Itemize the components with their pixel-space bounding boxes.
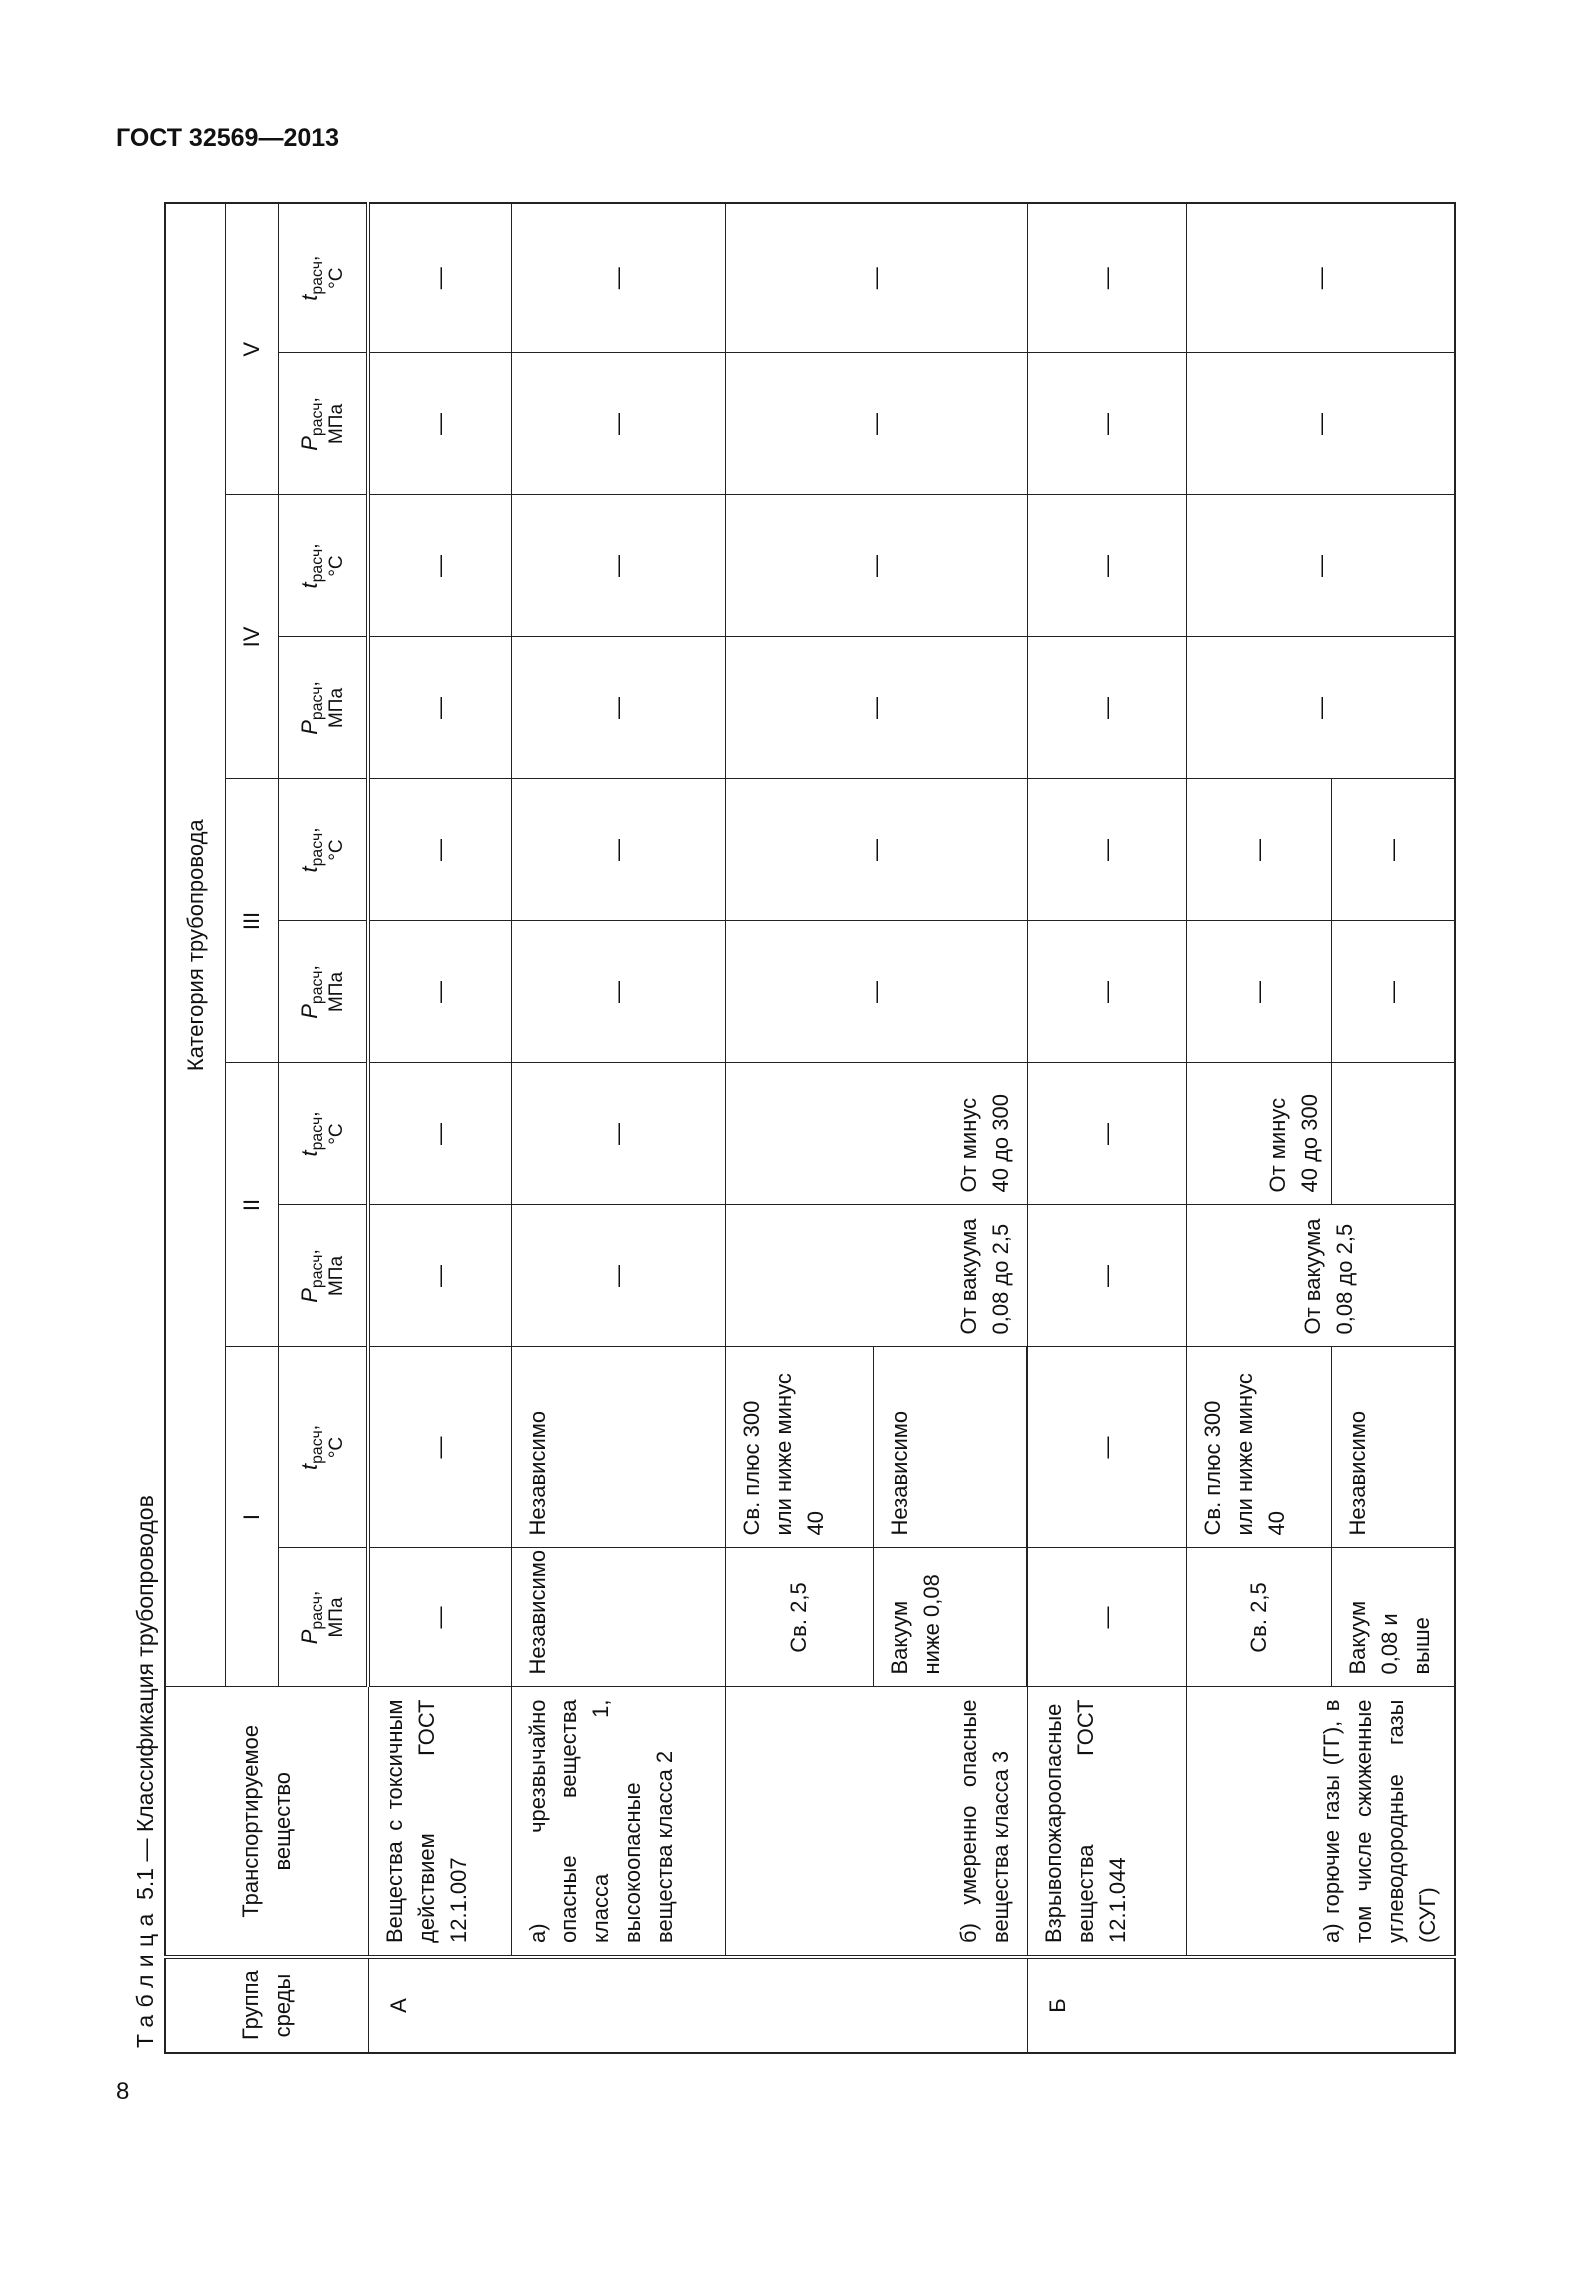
sub-header-t: $t_{расч}$, °С xyxy=(278,1347,368,1548)
sub-header-p: $P_{расч}$, МПа xyxy=(278,921,368,1063)
t-unit: °С xyxy=(325,1123,347,1145)
t-over-300: Св. плюс 300 или ниже минус 40 xyxy=(725,1347,873,1548)
sub-header-t: $t_{расч}$, °С xyxy=(278,495,368,637)
dash-cell: — xyxy=(1027,1205,1186,1347)
caption-number: 5.1 xyxy=(132,1867,158,1900)
header-category-cell xyxy=(165,203,225,1687)
dash-cell: — xyxy=(1027,495,1186,637)
p-index: расч xyxy=(309,1596,327,1630)
dash-cell: — xyxy=(1027,779,1186,921)
t-unit: °С xyxy=(325,267,347,289)
t-minus-40-300: От минус 40 до 300 xyxy=(725,1063,1027,1205)
sub-header-t: $t_{расч}$, °С xyxy=(278,203,368,353)
dash-cell: — xyxy=(725,779,1027,921)
p-symbol: P xyxy=(297,720,323,735)
t-minus-40-300: От минус 40 до 300 xyxy=(1187,1063,1332,1205)
p-independent: Независимо xyxy=(511,1548,725,1687)
header-category: Категория трубопровода xyxy=(182,819,208,1072)
dash-cell: — xyxy=(368,779,511,921)
caption-label: Таблица xyxy=(132,1906,158,2048)
dash-cell: — xyxy=(511,921,725,1063)
dash-cell: — xyxy=(725,203,1027,353)
p-index: расч xyxy=(309,970,327,1005)
t-index: расч xyxy=(309,832,327,867)
category-ii: II xyxy=(225,1063,278,1347)
t-symbol: t xyxy=(297,1463,323,1470)
dash-cell: — xyxy=(368,1548,511,1687)
t-symbol: t xyxy=(297,866,323,873)
p-over-2-5: Св. 2,5 xyxy=(1187,1548,1332,1687)
substance-toxic: Вещества с токсичным действием ГОСТ 12.1.007 xyxy=(368,1687,511,1957)
dash-cell: — xyxy=(725,353,1027,495)
dash-cell: — xyxy=(725,637,1027,779)
dash-cell: — xyxy=(1187,637,1455,779)
t-unit: °С xyxy=(325,555,347,577)
dash-cell: — xyxy=(1332,921,1455,1063)
category-iii: III xyxy=(225,779,278,1063)
sub-header-p: $P_{расч}$, МПа xyxy=(278,1205,368,1347)
dash-cell: — xyxy=(1332,779,1455,921)
p-unit: МПа xyxy=(325,687,347,729)
classification-table xyxy=(164,204,1456,2054)
caption-title: — Классификация трубопроводов xyxy=(132,1495,158,1862)
t-index: расч xyxy=(309,548,327,583)
dash-cell: — xyxy=(368,921,511,1063)
p-symbol: P xyxy=(297,1004,323,1019)
dash-cell: — xyxy=(511,779,725,921)
sub-header-t: $t_{расч}$, °С xyxy=(278,779,368,921)
dash-cell: — xyxy=(1187,353,1455,495)
p-vacuum-above: Вакуум 0,08 и выше xyxy=(1332,1548,1455,1687)
p-index: расч xyxy=(309,686,327,721)
table-caption xyxy=(132,1495,159,2048)
page-number: 8 xyxy=(116,2078,130,2105)
group-b: Б xyxy=(1027,1957,1455,2053)
t-independent: Независимо xyxy=(1332,1347,1455,1548)
dash-cell: — xyxy=(1027,1347,1186,1548)
sub-header-p: $P_{расч}$, МПа xyxy=(278,1548,368,1687)
dash-cell: — xyxy=(1027,353,1186,495)
header-group: Группа среды xyxy=(237,1970,295,2040)
dash-cell: — xyxy=(1027,203,1186,353)
category-v: V xyxy=(225,203,278,495)
t-symbol: t xyxy=(297,294,323,301)
p-index: расч xyxy=(309,1254,327,1289)
t-unit: °С xyxy=(325,839,347,861)
t-independent: Независимо xyxy=(874,1347,1028,1548)
dash-cell: — xyxy=(1027,1548,1186,1687)
p-symbol: P xyxy=(297,1288,323,1303)
dash-cell: — xyxy=(1187,203,1455,353)
substance-explosive: Взрывопожароопасные вещества ГОСТ 12.1.044 xyxy=(1027,1687,1186,1957)
dash-cell: — xyxy=(368,1205,511,1347)
header-substance-cell xyxy=(165,1687,368,1957)
p-symbol: P xyxy=(297,1629,323,1645)
dash-cell: — xyxy=(1027,921,1186,1063)
p-vacuum-range: От вакуума 0,08 до 2,5 xyxy=(725,1205,1027,1347)
category-i: I xyxy=(225,1347,278,1687)
dash-cell: — xyxy=(368,1347,511,1548)
t-index: расч xyxy=(309,1430,327,1464)
group-a: А xyxy=(368,1957,1027,2053)
t-index: расч xyxy=(309,261,327,295)
dash-cell: — xyxy=(725,921,1027,1063)
dash-cell: — xyxy=(1187,495,1455,637)
t-symbol: t xyxy=(297,1150,323,1157)
dash-cell: — xyxy=(511,637,725,779)
t-independent: Независимо xyxy=(511,1347,725,1548)
p-unit: МПа xyxy=(325,1597,347,1638)
substance-class-3: б) умеренно опасные вещества класса 3 xyxy=(725,1687,1027,1957)
t-over-300: Св. плюс 300 или ниже минус 40 xyxy=(1187,1347,1332,1548)
sub-header-p: $P_{расч}$, МПа xyxy=(278,637,368,779)
p-symbol: P xyxy=(297,436,323,451)
dash-cell: — xyxy=(1187,921,1332,1063)
dash-cell: — xyxy=(368,1063,511,1205)
substance-flammable-gas: а) горючие газы (ГГ), в том числе сжиженные углеводородные газы (СУГ) xyxy=(1187,1687,1455,1957)
p-vacuum-below: Вакуум ниже 0,08 xyxy=(874,1548,1028,1687)
dash-cell: — xyxy=(511,353,725,495)
category-iv: IV xyxy=(225,495,278,779)
document-code: ГОСТ 32569—2013 xyxy=(116,124,340,152)
dash-cell: — xyxy=(1027,637,1186,779)
t-index: расч xyxy=(309,1116,327,1151)
p-unit: МПа xyxy=(325,403,347,445)
p-index: расч xyxy=(309,402,327,437)
p-unit: МПа xyxy=(325,1255,347,1297)
dash-cell: — xyxy=(1187,779,1332,921)
header-substance: Транспортируемое вещество xyxy=(237,1724,295,1918)
dash-cell: — xyxy=(368,353,511,495)
substance-class-1-2: а) чрезвычайно опасные вещества класса 1, высокоопасные вещества класса 2 xyxy=(511,1687,725,1957)
dash-cell: — xyxy=(725,495,1027,637)
p-vacuum-range: От вакуума 0,08 до 2,5 xyxy=(1187,1205,1455,1347)
dash-cell: — xyxy=(511,1205,725,1347)
sub-header-t: $t_{расч}$, °С xyxy=(278,1063,368,1205)
dash-cell: — xyxy=(511,203,725,353)
header-group-cell xyxy=(165,1957,368,2053)
t-unit: °С xyxy=(325,1436,347,1459)
p-over-2-5: Св. 2,5 xyxy=(725,1548,873,1687)
empty-cell xyxy=(1332,1063,1455,1205)
dash-cell: — xyxy=(1027,1063,1186,1205)
dash-cell: — xyxy=(511,1063,725,1205)
dash-cell: — xyxy=(368,637,511,779)
dash-cell: — xyxy=(368,203,511,353)
t-symbol: t xyxy=(297,582,323,589)
dash-cell: — xyxy=(368,495,511,637)
dash-cell: — xyxy=(511,495,725,637)
sub-header-p: $P_{расч}$, МПа xyxy=(278,353,368,495)
p-unit: МПа xyxy=(325,971,347,1013)
